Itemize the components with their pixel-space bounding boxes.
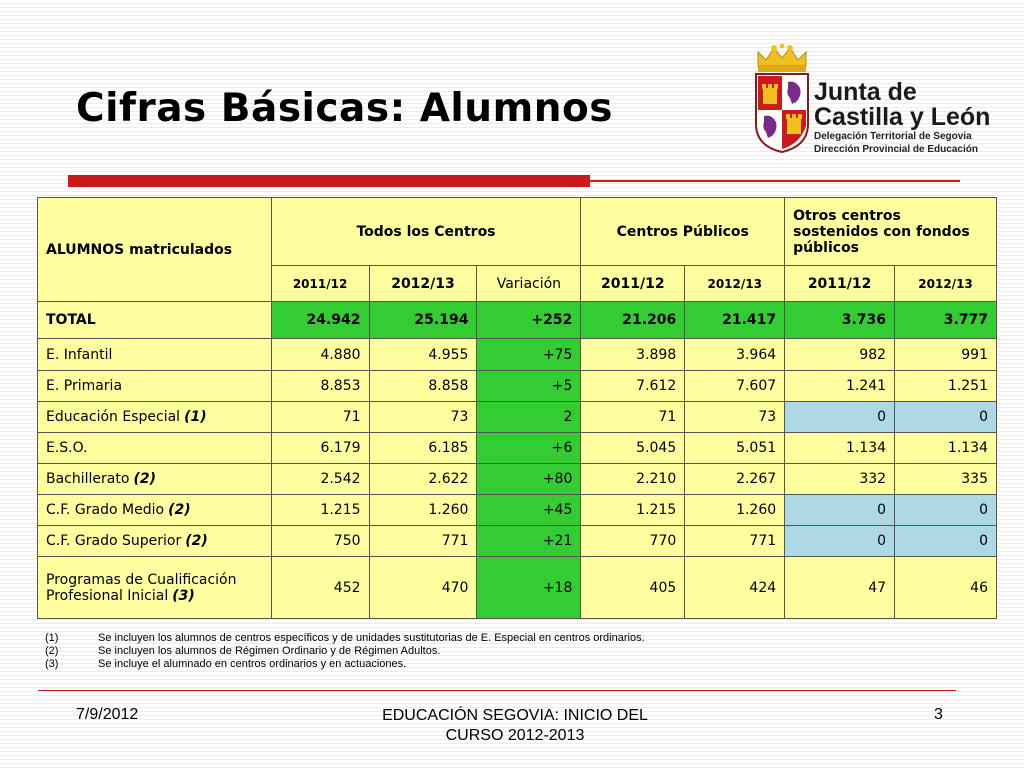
row-label	[38, 557, 272, 619]
row-label	[38, 339, 272, 371]
table-cell: 1.260	[685, 495, 785, 526]
row-label-text: Programas de Cualificación Profesional Inicial	[46, 571, 237, 604]
footnote	[45, 645, 805, 658]
table-cell: 46	[895, 557, 997, 619]
table-cell: +75	[477, 339, 581, 371]
footer-date: 7/9/2012	[76, 706, 139, 723]
subheader-cell: Variación	[477, 266, 581, 302]
table-cell: +21	[477, 526, 581, 557]
footnote	[45, 632, 805, 645]
table-row	[38, 433, 997, 464]
table-cell: +18	[477, 557, 581, 619]
table-cell: 73	[685, 402, 785, 433]
table-cell: 4.880	[271, 339, 369, 371]
table-cell: 6.179	[271, 433, 369, 464]
table-cell: 1.215	[271, 495, 369, 526]
table-cell: 0	[895, 402, 997, 433]
footnotes	[45, 632, 805, 671]
table-cell: 1.134	[895, 433, 997, 464]
subheader-cell: 2012/13	[369, 266, 477, 302]
table-cell: 2.267	[685, 464, 785, 495]
header-other-centers: Otros centros sostenidos con fondos públicos	[785, 198, 997, 266]
table-cell: 991	[895, 339, 997, 371]
table-cell: 982	[785, 339, 895, 371]
table-cell: 0	[785, 526, 895, 557]
table-cell: 1.134	[785, 433, 895, 464]
table-cell: 7.607	[685, 371, 785, 402]
junta-logo	[752, 44, 1012, 164]
table-cell: +252	[477, 302, 581, 339]
table-cell: 452	[271, 557, 369, 619]
logo-subtitle-2: Dirección Provincial de Educación	[814, 144, 978, 155]
row-label-note: (1)	[184, 409, 207, 425]
table-cell: 0	[895, 495, 997, 526]
table-cell: 1.260	[369, 495, 477, 526]
row-label-text: E.S.O.	[46, 440, 88, 456]
table-cell: 24.942	[271, 302, 369, 339]
table-cell: 335	[895, 464, 997, 495]
header-public-centers: Centros Públicos	[581, 198, 785, 266]
table-cell: 5.045	[581, 433, 685, 464]
table-cell: 5.051	[685, 433, 785, 464]
table-cell: +5	[477, 371, 581, 402]
footnote-number: (2)	[45, 645, 59, 657]
row-label-text: C.F. Grado Superior	[46, 533, 182, 549]
table-row	[38, 371, 997, 402]
table-cell: 2.210	[581, 464, 685, 495]
table-cell: 3.964	[685, 339, 785, 371]
table-cell: 3.898	[581, 339, 685, 371]
footnote-number: (3)	[45, 658, 59, 670]
table-cell: 7.612	[581, 371, 685, 402]
table-cell: 71	[271, 402, 369, 433]
table-cell: 470	[369, 557, 477, 619]
table-row	[38, 339, 997, 371]
table-cell: 6.185	[369, 433, 477, 464]
logo-line-1: Junta de	[814, 78, 917, 106]
table-cell: 750	[271, 526, 369, 557]
table-cell: 47	[785, 557, 895, 619]
coat-of-arms-icon	[752, 44, 812, 164]
row-label	[38, 402, 272, 433]
table-cell: 1.215	[581, 495, 685, 526]
table-row	[38, 495, 997, 526]
row-label	[38, 464, 272, 495]
footnote-number: (1)	[45, 632, 59, 644]
footer-divider	[38, 690, 956, 691]
table-cell: 3.736	[785, 302, 895, 339]
row-label-note: (2)	[133, 471, 156, 487]
footnote	[45, 658, 805, 671]
table-cell: 1.241	[785, 371, 895, 402]
table-cell: +6	[477, 433, 581, 464]
subheader-cell: 2012/13	[895, 266, 997, 302]
row-label-note: (2)	[185, 533, 208, 549]
table-cell: 332	[785, 464, 895, 495]
logo-line-2: Castilla y León	[814, 103, 991, 131]
footnote-text: Se incluyen los alumnos de Régimen Ordinario y de Régimen Adultos.	[98, 645, 441, 657]
table-row	[38, 464, 997, 495]
table-cell: 0	[895, 526, 997, 557]
table-cell: 25.194	[369, 302, 477, 339]
footer-title: EDUCACIÓN SEGOVIA: INICIO DEL CURSO 2012-2013	[382, 707, 648, 744]
table-cell: 8.858	[369, 371, 477, 402]
table-row	[38, 402, 997, 433]
logo-text	[814, 80, 990, 156]
slide-title: Cifras Básicas: Alumnos	[76, 86, 613, 131]
table-cell: 21.417	[685, 302, 785, 339]
row-label: TOTAL	[38, 302, 272, 339]
table-cell: 0	[785, 495, 895, 526]
row-label	[38, 495, 272, 526]
table-row	[38, 557, 997, 619]
table-cell: 4.955	[369, 339, 477, 371]
table-cell: 21.206	[581, 302, 685, 339]
table-cell: 1.251	[895, 371, 997, 402]
row-label-text: Educación Especial	[46, 409, 181, 425]
table-row	[38, 526, 997, 557]
table-cell: 0	[785, 402, 895, 433]
students-table	[37, 197, 997, 619]
table-cell: 3.777	[895, 302, 997, 339]
row-label-text: E. Infantil	[46, 346, 113, 363]
page-number: 3	[934, 706, 943, 723]
row-label-note: (2)	[168, 502, 191, 518]
accent-line	[590, 180, 960, 182]
logo-subtitle-1: Delegación Territorial de Segovia	[814, 131, 972, 142]
table-cell: 771	[369, 526, 477, 557]
subheader-cell: 2012/13	[685, 266, 785, 302]
subheader-cell: 2011/12	[785, 266, 895, 302]
table-cell: +45	[477, 495, 581, 526]
table-cell: 71	[581, 402, 685, 433]
table-cell: 73	[369, 402, 477, 433]
table-cell: 770	[581, 526, 685, 557]
table-cell: 424	[685, 557, 785, 619]
row-label	[38, 526, 272, 557]
footnote-text: Se incluye el alumnado en centros ordinarios y en actuaciones.	[98, 658, 407, 670]
table-cell: 2.622	[369, 464, 477, 495]
row-label	[38, 371, 272, 402]
header-label: ALUMNOS matriculados	[38, 198, 272, 302]
row-label	[38, 433, 272, 464]
row-label-text: E. Primaria	[46, 378, 123, 394]
accent-bar	[68, 175, 590, 187]
table-header-row	[38, 198, 997, 266]
row-label-note: (3)	[172, 587, 195, 604]
table-cell: 771	[685, 526, 785, 557]
row-label-text: C.F. Grado Medio	[46, 502, 165, 518]
footnote-text: Se incluyen los alumnos de centros específicos y de unidades sustitutorias de E. Especial en centros ordinarios.	[98, 632, 645, 644]
table-cell: +80	[477, 464, 581, 495]
table-cell: 405	[581, 557, 685, 619]
header-all-centers: Todos los Centros	[271, 198, 581, 266]
table-row-total	[38, 302, 997, 339]
subheader-cell: 2011/12	[271, 266, 369, 302]
table-cell: 2.542	[271, 464, 369, 495]
table-cell: 2	[477, 402, 581, 433]
subheader-cell: 2011/12	[581, 266, 685, 302]
table-cell: 8.853	[271, 371, 369, 402]
row-label-text: Bachillerato	[46, 471, 130, 487]
